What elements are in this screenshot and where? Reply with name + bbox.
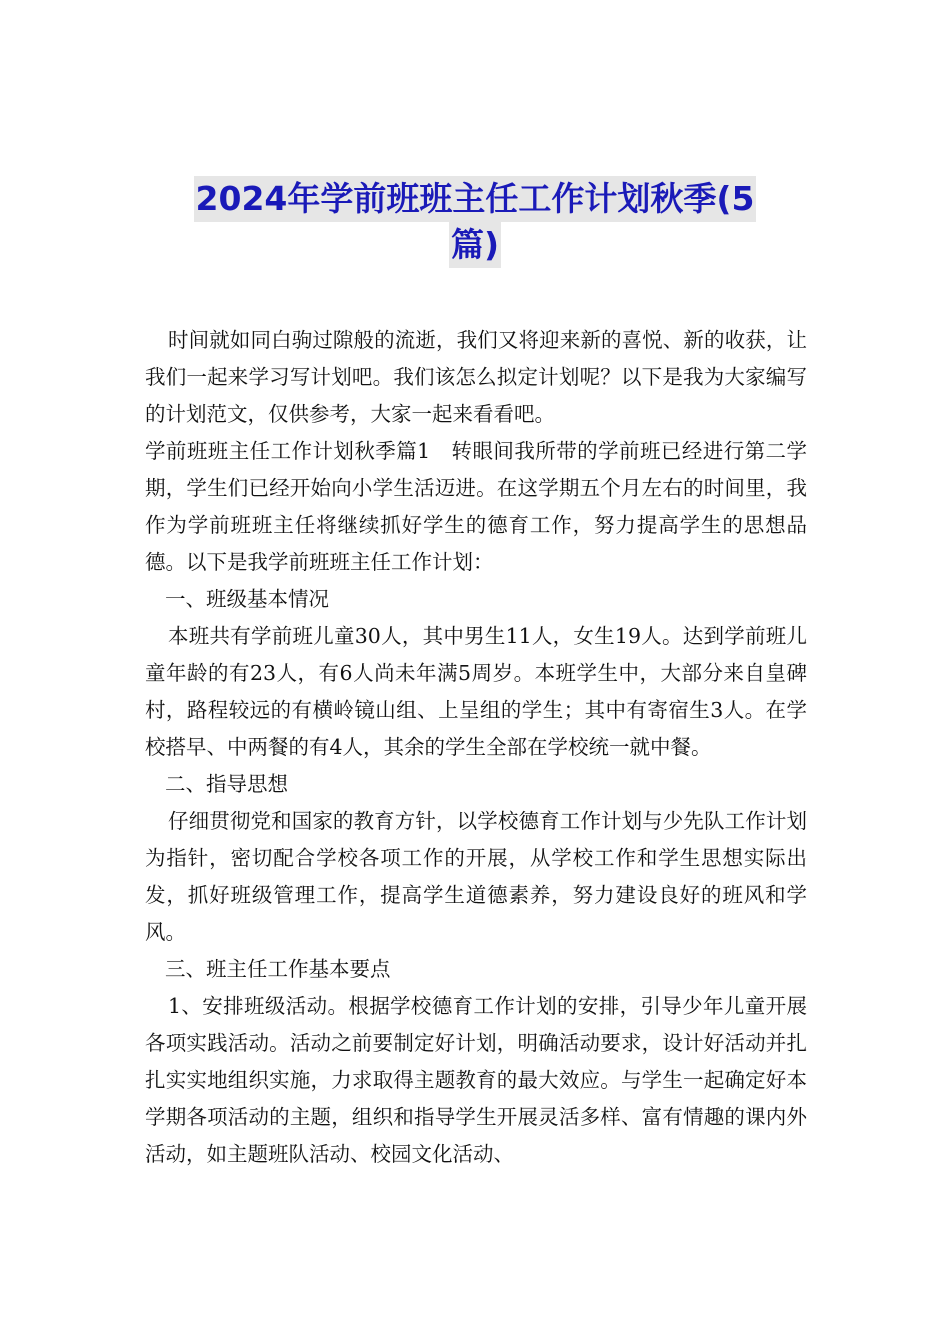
- section-heading-2: 二、指导思想: [165, 772, 288, 796]
- paragraph-2: 本班共有学前班儿童30人，其中男生11人，女生19人。达到学前班儿童年龄的有23人，有6人尚未年满5周岁。本班学生中，大部分来自皇碑村，路程较远的有横岭镜山组、上呈组的学生；其中有寄宿生3人。在学校搭早、中两餐的有4人，其余的学生全部在学校统一就中餐。: [145, 624, 807, 759]
- document-title: [140, 176, 810, 268]
- title-line-2: 篇): [449, 222, 501, 268]
- paragraph-1: 学前班班主任工作计划秋季篇1 转眼间我所带的学前班已经进行第二学期，学生们已经开始向小学生活迈进。在这学期五个月左右的时间里，我作为学前班班主任将继续抓好学生的德育工作，努力提高学生的思想品德。以下是我学前班班主任工作计划：: [145, 439, 807, 574]
- section-heading-3: 三、班主任工作基本要点: [165, 957, 391, 981]
- document-body: [145, 322, 807, 1173]
- title-line-1: 2024年学前班班主任工作计划秋季(5: [194, 176, 757, 222]
- intro-paragraph: 时间就如同白驹过隙般的流逝，我们又将迎来新的喜悦、新的收获，让我们一起来学习写计划吧。我们该怎么拟定计划呢？以下是我为大家编写的计划范文，仅供参考，大家一起来看看吧。: [145, 328, 807, 426]
- paragraph-4: 1、安排班级活动。根据学校德育工作计划的安排，引导少年儿童开展各项实践活动。活动之前要制定好计划，明确活动要求，设计好活动并扎扎实实地组织实施，力求取得主题教育的最大效应。与学生一起确定好本学期各项活动的主题，组织和指导学生开展灵活多样、富有情趣的课内外活动，如主题班队活动、校园文化活动、: [145, 994, 807, 1166]
- paragraph-3: 仔细贯彻党和国家的教育方针，以学校德育工作计划与少先队工作计划为指针，密切配合学校各项工作的开展，从学校工作和学生思想实际出发，抓好班级管理工作，提高学生道德素养，努力建设良好的班风和学风。: [145, 809, 807, 944]
- section-heading-1: 一、班级基本情况: [165, 587, 329, 611]
